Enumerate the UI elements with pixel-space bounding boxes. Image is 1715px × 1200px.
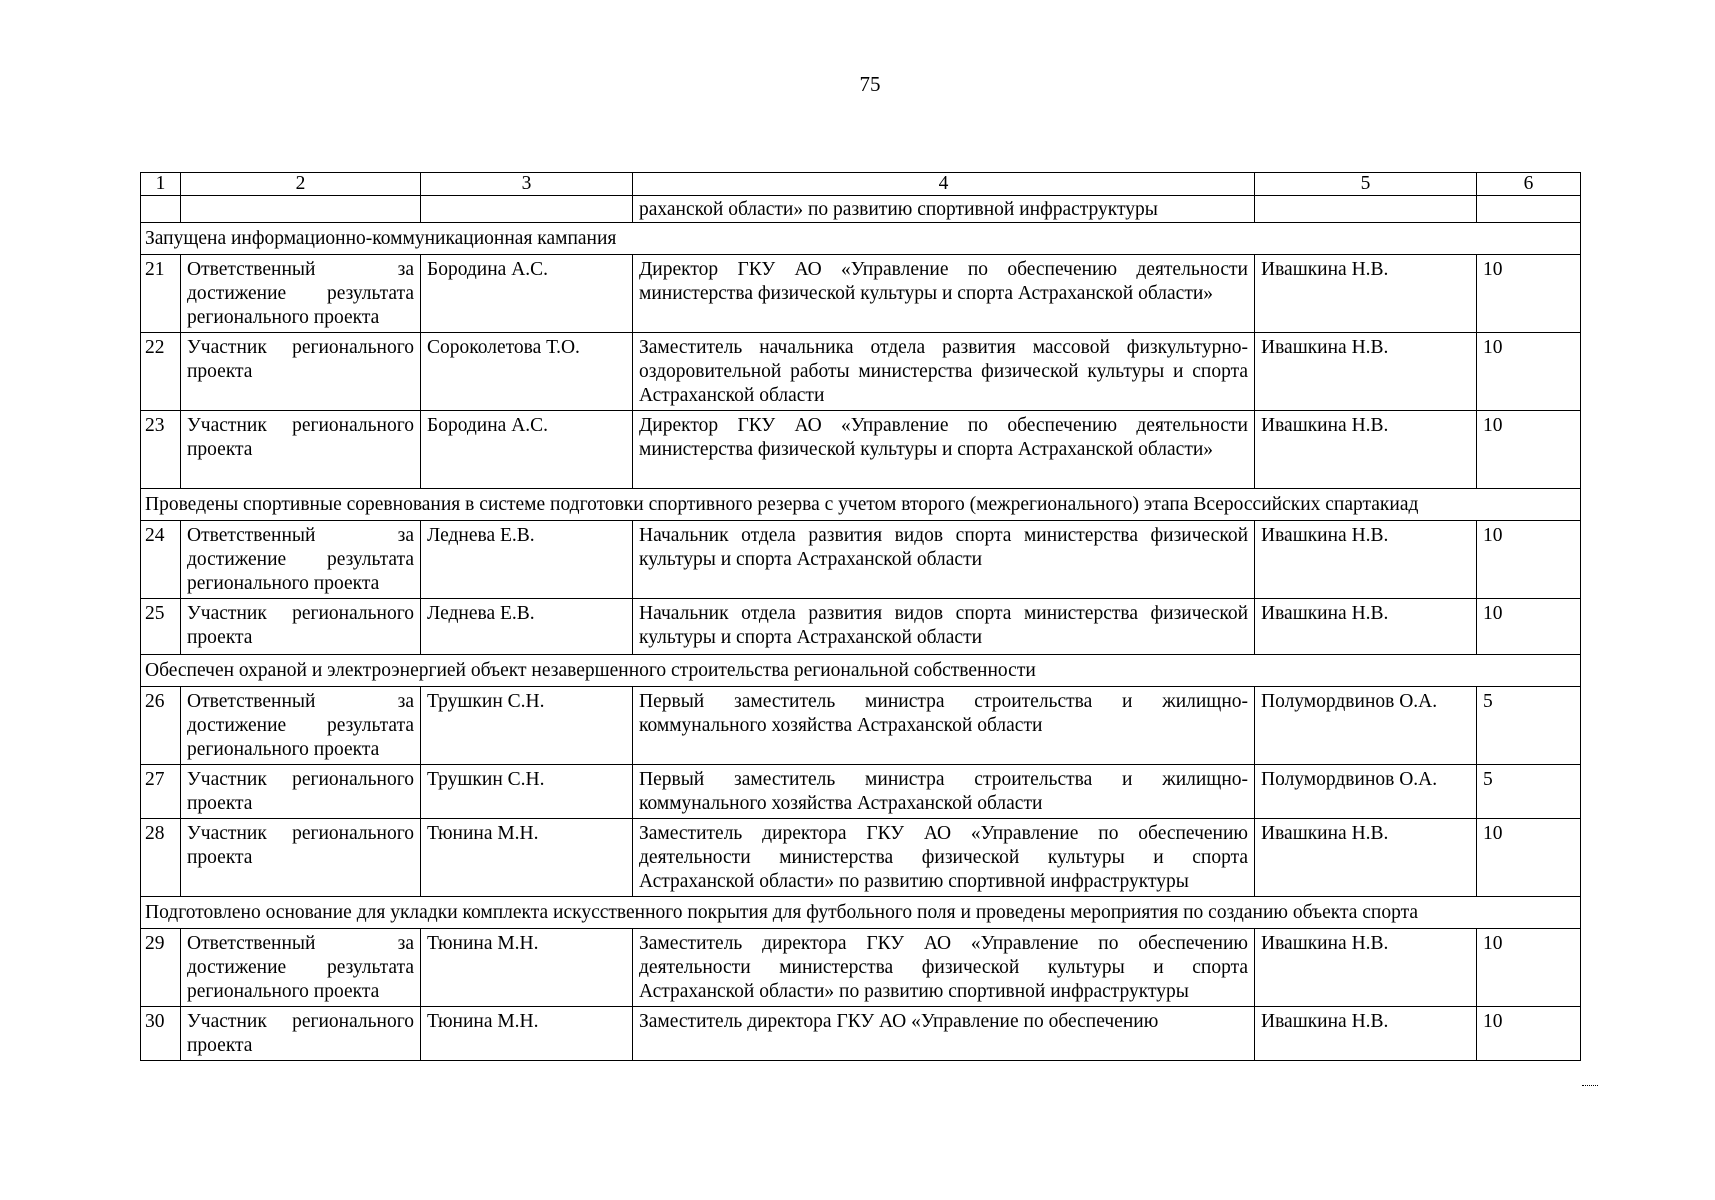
header-cell: 5 xyxy=(1255,173,1477,196)
table-row xyxy=(141,255,1581,333)
role-cell: Ответственный за достижение результата регионального проекта xyxy=(181,255,421,333)
section-row xyxy=(141,489,1581,521)
supervisor-cell: Ивашкина Н.В. xyxy=(1255,819,1477,897)
empty-cell xyxy=(181,196,421,223)
section-title: Проведены спортивные соревнования в системе подготовки спортивного резерва с учетом второго (межрегионального) этапа Всероссийских спартакиад xyxy=(141,489,1581,521)
role-cell: Участник регионального проекта xyxy=(181,1007,421,1061)
position-cell: Заместитель начальника отдела развития массовой физкультурно-оздоровительной работы министерства физической культуры и спорта Астраханской области xyxy=(633,333,1255,411)
supervisor-cell: Ивашкина Н.В. xyxy=(1255,255,1477,333)
role-cell: Участник регионального проекта xyxy=(181,819,421,897)
row-number: 24 xyxy=(141,521,181,599)
role-cell: Участник регионального проекта xyxy=(181,765,421,819)
responsibility-table xyxy=(140,172,1581,1061)
weight-cell: 10 xyxy=(1477,599,1581,655)
header-cell: 3 xyxy=(421,173,633,196)
name-cell: Тюнина М.Н. xyxy=(421,929,633,1007)
header-row xyxy=(141,173,1581,196)
weight-cell: 10 xyxy=(1477,255,1581,333)
header-cell: 4 xyxy=(633,173,1255,196)
position-cell: Директор ГКУ АО «Управление по обеспечению деятельности министерства физической культуры и спорта Астраханской области» xyxy=(633,411,1255,489)
position-cell: Заместитель директора ГКУ АО «Управление по обеспечению деятельности министерства физической культуры и спорта Астраханской области» по развитию спортивной инфраструктуры xyxy=(633,929,1255,1007)
name-cell: Сороколетова Т.О. xyxy=(421,333,633,411)
name-cell: Трушкин С.Н. xyxy=(421,687,633,765)
weight-cell: 10 xyxy=(1477,521,1581,599)
section-title: Подготовлено основание для укладки комплекта искусственного покрытия для футбольного поля и проведены мероприятия по созданию объекта спорта xyxy=(141,897,1581,929)
row-number: 29 xyxy=(141,929,181,1007)
name-cell: Бородина А.С. xyxy=(421,411,633,489)
continuation-row xyxy=(141,196,1581,223)
header-cell: 1 xyxy=(141,173,181,196)
row-number: 28 xyxy=(141,819,181,897)
header-cell: 2 xyxy=(181,173,421,196)
table-row xyxy=(141,687,1581,765)
position-cell: Начальник отдела развития видов спорта министерства физической культуры и спорта Астраханской области xyxy=(633,521,1255,599)
table-row xyxy=(141,411,1581,489)
name-cell: Трушкин С.Н. xyxy=(421,765,633,819)
role-cell: Ответственный за достижение результата регионального проекта xyxy=(181,521,421,599)
weight-cell: 10 xyxy=(1477,411,1581,489)
role-cell: Участник регионального проекта xyxy=(181,411,421,489)
weight-cell: 10 xyxy=(1477,333,1581,411)
weight-cell: 10 xyxy=(1477,819,1581,897)
supervisor-cell: Полумордвинов О.А. xyxy=(1255,687,1477,765)
table-row xyxy=(141,819,1581,897)
weight-cell: 10 xyxy=(1477,1007,1581,1061)
name-cell: Тюнина М.Н. xyxy=(421,819,633,897)
row-number: 22 xyxy=(141,333,181,411)
name-cell: Бородина А.С. xyxy=(421,255,633,333)
role-cell: Ответственный за достижение результата регионального проекта xyxy=(181,687,421,765)
table-row xyxy=(141,333,1581,411)
row-number: 27 xyxy=(141,765,181,819)
role-cell: Ответственный за достижение результата регионального проекта xyxy=(181,929,421,1007)
supervisor-cell: Ивашкина Н.В. xyxy=(1255,929,1477,1007)
row-number: 30 xyxy=(141,1007,181,1061)
table-row xyxy=(141,929,1581,1007)
supervisor-cell: Ивашкина Н.В. xyxy=(1255,411,1477,489)
position-cell: Заместитель директора ГКУ АО «Управление по обеспечению деятельности министерства физической культуры и спорта Астраханской области» по развитию спортивной инфраструктуры xyxy=(633,819,1255,897)
table-row xyxy=(141,599,1581,655)
row-number: 21 xyxy=(141,255,181,333)
empty-cell xyxy=(1255,196,1477,223)
section-row xyxy=(141,223,1581,255)
empty-cell xyxy=(1477,196,1581,223)
supervisor-cell: Ивашкина Н.В. xyxy=(1255,333,1477,411)
name-cell: Леднева Е.В. xyxy=(421,599,633,655)
empty-cell xyxy=(141,196,181,223)
position-cell: Первый заместитель министра строительства и жилищно-коммунального хозяйства Астраханской области xyxy=(633,765,1255,819)
continuation-position: раханской области» по развитию спортивной инфраструктуры xyxy=(633,196,1255,223)
row-number: 25 xyxy=(141,599,181,655)
name-cell: Леднева Е.В. xyxy=(421,521,633,599)
header-cell: 6 xyxy=(1477,173,1581,196)
weight-cell: 10 xyxy=(1477,929,1581,1007)
row-number: 23 xyxy=(141,411,181,489)
position-cell: Директор ГКУ АО «Управление по обеспечению деятельности министерства физической культуры и спорта Астраханской области» xyxy=(633,255,1255,333)
weight-cell: 5 xyxy=(1477,687,1581,765)
position-cell: Начальник отдела развития видов спорта министерства физической культуры и спорта Астраханской области xyxy=(633,599,1255,655)
section-row xyxy=(141,655,1581,687)
position-cell: Заместитель директора ГКУ АО «Управление по обеспечению xyxy=(633,1007,1255,1061)
role-cell: Участник регионального проекта xyxy=(181,599,421,655)
section-row xyxy=(141,897,1581,929)
section-title: Запущена информационно-коммуникационная кампания xyxy=(141,223,1581,255)
weight-cell: 5 xyxy=(1477,765,1581,819)
table-row xyxy=(141,521,1581,599)
page-number: 75 xyxy=(859,72,881,96)
supervisor-cell: Полумордвинов О.А. xyxy=(1255,765,1477,819)
section-title: Обеспечен охраной и электроэнергией объект незавершенного строительства региональной собственности xyxy=(141,655,1581,687)
empty-cell xyxy=(421,196,633,223)
supervisor-cell: Ивашкина Н.В. xyxy=(1255,521,1477,599)
scan-artifact-line xyxy=(1582,1085,1598,1086)
row-number: 26 xyxy=(141,687,181,765)
table-row xyxy=(141,765,1581,819)
supervisor-cell: Ивашкина Н.В. xyxy=(1255,1007,1477,1061)
supervisor-cell: Ивашкина Н.В. xyxy=(1255,599,1477,655)
table-row xyxy=(141,1007,1581,1061)
name-cell: Тюнина М.Н. xyxy=(421,1007,633,1061)
position-cell: Первый заместитель министра строительства и жилищно-коммунального хозяйства Астраханской области xyxy=(633,687,1255,765)
role-cell: Участник регионального проекта xyxy=(181,333,421,411)
